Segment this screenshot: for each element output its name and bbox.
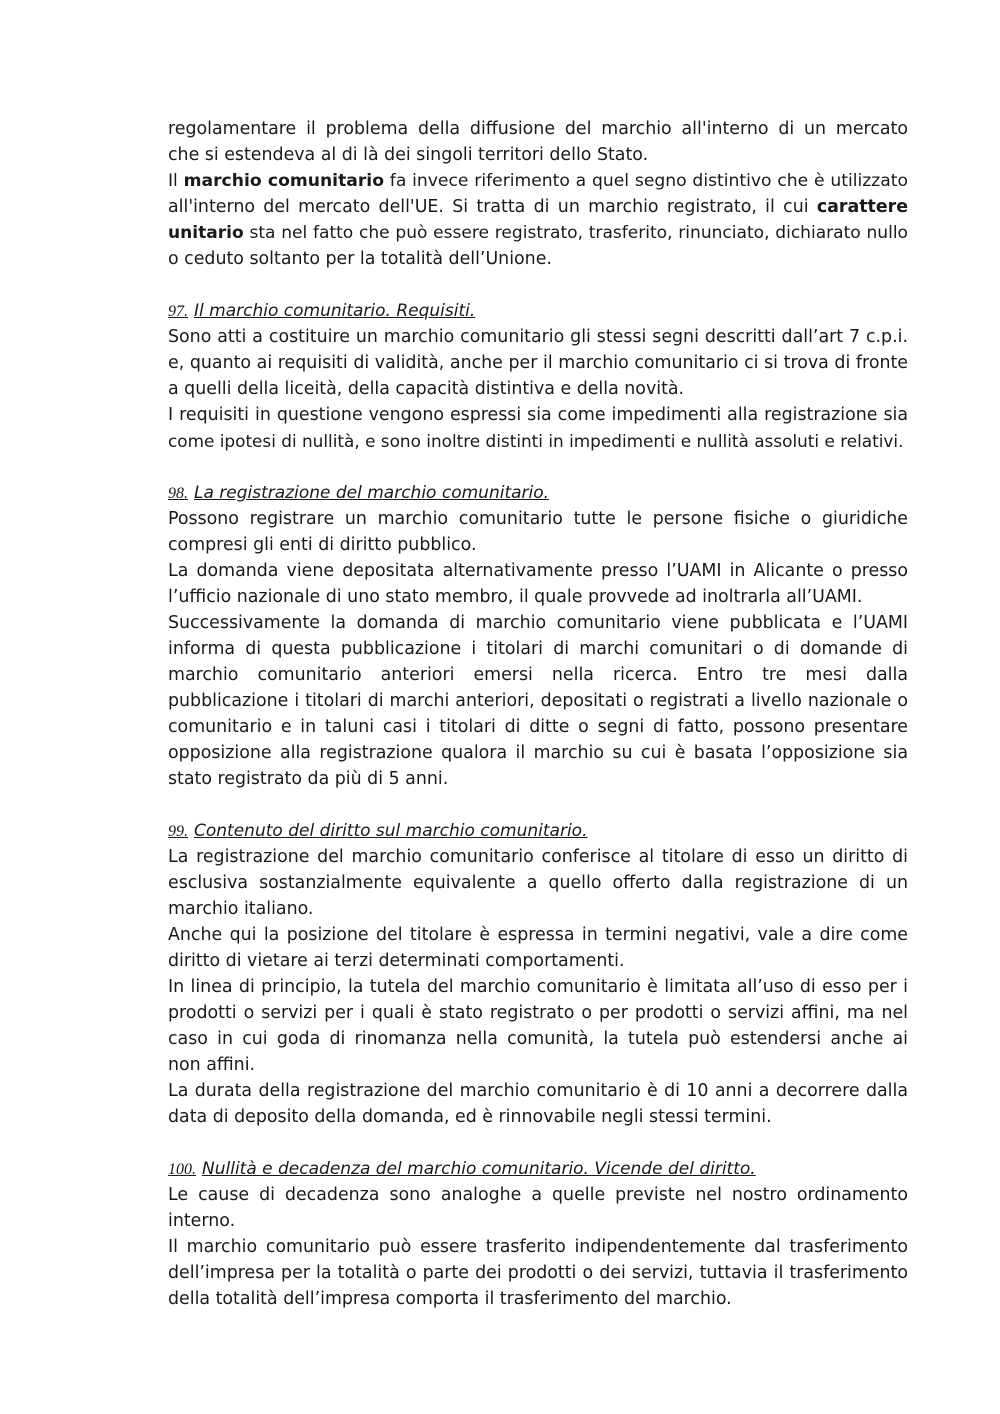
body-line: In linea di principio, la tutela del marchio comunitario è limitata all’uso di esso per i [168,977,908,997]
body-line: marchio italiano. [168,899,314,919]
body-line: compresi gli enti di diritto pubblico. [168,535,477,555]
body-line: stato registrato da più di 5 anni. [168,769,449,789]
bold-term-marchio-comunitario: marchio comunitario [183,171,384,191]
body-line: La registrazione del marchio comunitario conferisce al titolare di esso un diritto di [168,847,908,867]
body-line: e, quanto ai requisiti di validità, anche per il marchio comunitario ci si trova di fronte [168,353,908,373]
section-title: Nullità e decadenza del marchio comunitario. Vicende del diritto. [202,1159,756,1179]
section-heading [168,1156,908,1182]
section-heading [168,480,908,506]
body-line: interno. [168,1211,236,1231]
section-heading [168,818,908,844]
body-line: come ipotesi di nullità, e sono inoltre distinti in impedimenti e nullità assoluti e relativi. [168,431,904,451]
intro-text: fa invece riferimento a quel segno distintivo che è utilizzato [383,171,909,191]
body-line: caso in cui goda di rinomanza nella comunità, la tutela può estendersi anche ai [168,1029,908,1049]
body-line: opposizione alla registrazione qualora il marchio su cui è basata l’opposizione sia [168,743,908,763]
body-line: Possono registrare un marchio comunitario tutte le persone fisiche o giuridiche [168,509,908,529]
body-line: comunitario e in taluni casi i titolari di ditte o segni di fatto, possono presentare [168,717,908,737]
section-title: Contenuto del diritto sul marchio comunitario. [194,821,588,841]
body-line: della totalità dell’impresa comporta il trasferimento del marchio. [168,1289,732,1309]
document-page [168,116,908,1312]
intro-line-6: o ceduto soltanto per la totalità dell’Unione. [168,249,552,269]
body-line: La domanda viene depositata alternativamente presso l’UAMI in Alicante o presso [168,561,908,581]
body-line: Anche qui la posizione del titolare è espressa in termini negativi, vale a dire come [168,925,908,945]
intro-line-4 [168,194,908,220]
intro-line-2: che si estendeva al di là dei singoli territori dello Stato. [168,145,649,165]
section-100 [168,1156,908,1312]
section-title: La registrazione del marchio comunitario. [194,483,550,503]
body-line: pubblicazione i titolari di marchi anteriori, depositati o registrati a livello nazionale o [168,691,908,711]
body-line: informa di questa pubblicazione i titolari di marchi comunitari o di domande di [168,639,908,659]
body-line: Le cause di decadenza sono analoghe a quelle previste nel nostro ordinamento [168,1185,908,1205]
body-line: non affini. [168,1055,256,1075]
intro-line-3 [168,168,908,194]
body-line: Il marchio comunitario può essere trasferito indipendentemente dal trasferimento [168,1237,908,1257]
section-title: Il marchio comunitario. Requisiti. [194,301,476,321]
section-number: 97. [168,303,188,320]
intro-line-5 [168,220,908,246]
body-line: Successivamente la domanda di marchio comunitario viene pubblicata e l’UAMI [168,613,908,633]
body-line: diritto di vietare ai terzi determinati comportamenti. [168,951,625,971]
paragraph-gap [168,792,908,818]
section-number: 99. [168,823,188,840]
section-number: 100. [168,1161,196,1178]
body-line: a quelli della liceità, della capacità distintiva e della novità. [168,379,685,399]
body-line: esclusiva sostanzialmente equivalente a quello offerto dalla registrazione di un [168,873,908,893]
bold-term-carattere: carattere [816,197,908,217]
section-number: 98. [168,485,188,502]
paragraph-gap [168,272,908,298]
body-line: marchio comunitario anteriori emersi nella ricerca. Entro tre mesi dalla [168,665,908,685]
bold-term-unitario: unitario [168,223,244,243]
paragraph-gap [168,1130,908,1156]
intro-text: sta nel fatto che può essere registrato, trasferito, rinunciato, dichiarato nullo [243,223,908,243]
body-line: l’ufficio nazionale di uno stato membro, il quale provvede ad inoltrarla all’UAMI. [168,587,863,607]
body-line: I requisiti in questione vengono espressi sia come impedimenti alla registrazione sia [168,405,908,425]
section-98 [168,480,908,792]
section-99 [168,818,908,1130]
intro-text: all'interno del mercato dell'UE. Si tratta di un marchio registrato, il cui [168,197,817,217]
section-97 [168,298,908,454]
body-line: dell’impresa per la totalità o parte dei prodotti o dei servizi, tuttavia il trasferimento [168,1263,908,1283]
body-line: prodotti o servizi per i quali è stato registrato o per prodotti o servizi affini, ma nel [168,1003,908,1023]
body-line: La durata della registrazione del marchio comunitario è di 10 anni a decorrere dalla [168,1081,908,1101]
body-line: data di deposito della domanda, ed è rinnovabile negli stessi termini. [168,1107,772,1127]
section-heading [168,298,908,324]
intro-text: Il [168,171,184,191]
body-line: Sono atti a costituire un marchio comunitario gli stessi segni descritti dall’art 7 c.p.i. [168,327,908,347]
intro-line-1: regolamentare il problema della diffusione del marchio all'interno di un mercato [168,119,908,139]
paragraph-gap [168,454,908,480]
